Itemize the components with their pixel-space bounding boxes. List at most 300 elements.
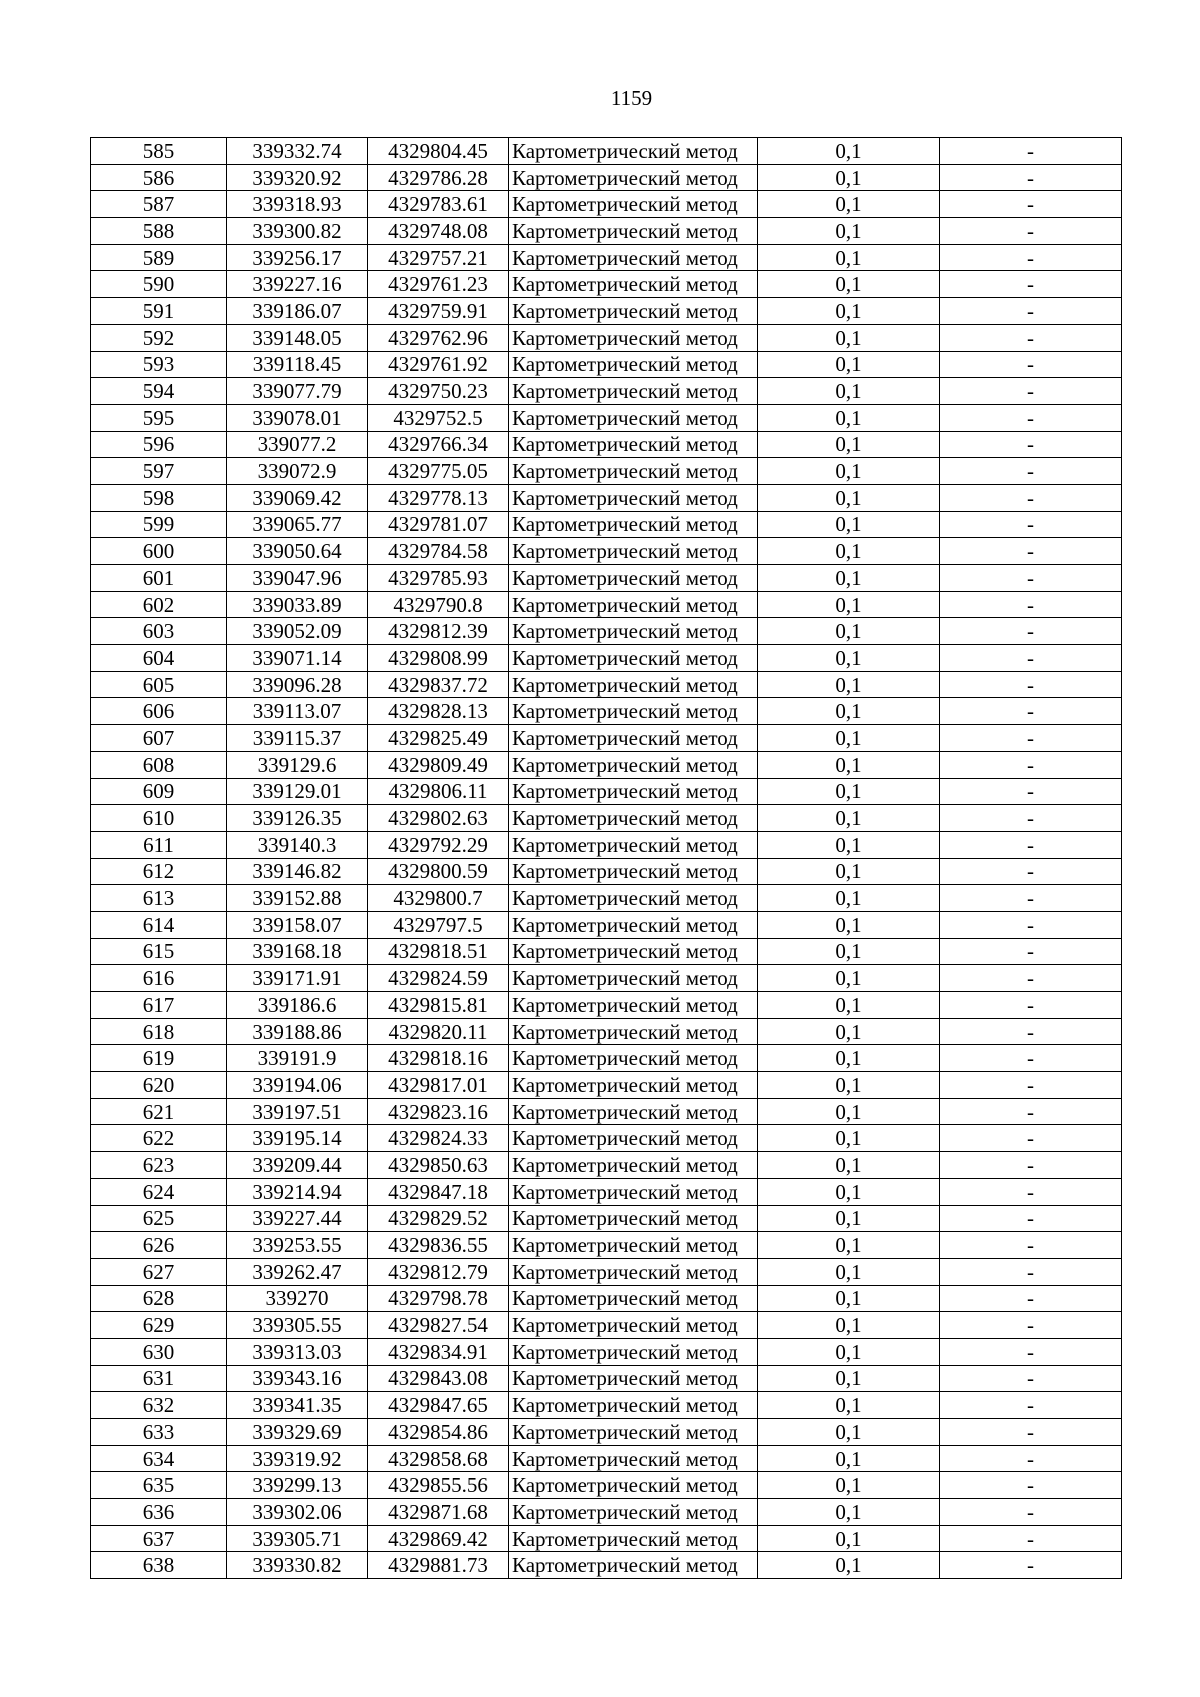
table-row: [91, 965, 1122, 992]
y-coordinate-cell: 4329858.68: [368, 1445, 509, 1472]
method-cell: Картометрический метод: [509, 431, 758, 458]
accuracy-cell: 0,1: [758, 244, 940, 271]
accuracy-cell: 0,1: [758, 1098, 940, 1125]
note-cell: -: [940, 698, 1122, 725]
y-coordinate-cell: 4329809.49: [368, 751, 509, 778]
method-cell: Картометрический метод: [509, 1499, 758, 1526]
x-coordinate-cell: 339209.44: [227, 1152, 368, 1179]
point-number-cell: 628: [91, 1285, 227, 1312]
y-coordinate-cell: 4329827.54: [368, 1312, 509, 1339]
point-number-cell: 607: [91, 725, 227, 752]
note-cell: -: [940, 858, 1122, 885]
table-row: [91, 324, 1122, 351]
x-coordinate-cell: 339188.86: [227, 1018, 368, 1045]
note-cell: -: [940, 271, 1122, 298]
method-cell: Картометрический метод: [509, 1205, 758, 1232]
method-cell: Картометрический метод: [509, 618, 758, 645]
table-row: [91, 244, 1122, 271]
x-coordinate-cell: 339113.07: [227, 698, 368, 725]
x-coordinate-cell: 339148.05: [227, 324, 368, 351]
point-number-cell: 610: [91, 805, 227, 832]
point-number-cell: 615: [91, 938, 227, 965]
accuracy-cell: 0,1: [758, 965, 940, 992]
point-number-cell: 611: [91, 831, 227, 858]
note-cell: -: [940, 324, 1122, 351]
x-coordinate-cell: 339313.03: [227, 1338, 368, 1365]
y-coordinate-cell: 4329871.68: [368, 1499, 509, 1526]
point-number-cell: 631: [91, 1365, 227, 1392]
accuracy-cell: 0,1: [758, 698, 940, 725]
method-cell: Картометрический метод: [509, 1258, 758, 1285]
method-cell: Картометрический метод: [509, 1125, 758, 1152]
table-row: [91, 725, 1122, 752]
accuracy-cell: 0,1: [758, 404, 940, 431]
point-number-cell: 634: [91, 1445, 227, 1472]
y-coordinate-cell: 4329806.11: [368, 778, 509, 805]
x-coordinate-cell: 339300.82: [227, 218, 368, 245]
table-row: [91, 298, 1122, 325]
y-coordinate-cell: 4329818.51: [368, 938, 509, 965]
point-number-cell: 618: [91, 1018, 227, 1045]
x-coordinate-cell: 339319.92: [227, 1445, 368, 1472]
table-row: [91, 1445, 1122, 1472]
y-coordinate-cell: 4329817.01: [368, 1072, 509, 1099]
x-coordinate-cell: 339072.9: [227, 458, 368, 485]
accuracy-cell: 0,1: [758, 1125, 940, 1152]
accuracy-cell: 0,1: [758, 164, 940, 191]
point-number-cell: 605: [91, 671, 227, 698]
table-row: [91, 1312, 1122, 1339]
method-cell: Картометрический метод: [509, 725, 758, 752]
point-number-cell: 596: [91, 431, 227, 458]
x-coordinate-cell: 339299.13: [227, 1472, 368, 1499]
method-cell: Картометрический метод: [509, 911, 758, 938]
note-cell: -: [940, 885, 1122, 912]
x-coordinate-cell: 339152.88: [227, 885, 368, 912]
y-coordinate-cell: 4329837.72: [368, 671, 509, 698]
accuracy-cell: 0,1: [758, 911, 940, 938]
y-coordinate-cell: 4329834.91: [368, 1338, 509, 1365]
accuracy-cell: 0,1: [758, 324, 940, 351]
note-cell: -: [940, 1205, 1122, 1232]
note-cell: -: [940, 1232, 1122, 1259]
method-cell: Картометрический метод: [509, 351, 758, 378]
accuracy-cell: 0,1: [758, 885, 940, 912]
x-coordinate-cell: 339305.55: [227, 1312, 368, 1339]
table-row: [91, 671, 1122, 698]
method-cell: Картометрический метод: [509, 965, 758, 992]
accuracy-cell: 0,1: [758, 671, 940, 698]
point-number-cell: 633: [91, 1419, 227, 1446]
table-row: [91, 938, 1122, 965]
y-coordinate-cell: 4329759.91: [368, 298, 509, 325]
accuracy-cell: 0,1: [758, 645, 940, 672]
note-cell: -: [940, 191, 1122, 218]
accuracy-cell: 0,1: [758, 618, 940, 645]
point-number-cell: 586: [91, 164, 227, 191]
table-row: [91, 751, 1122, 778]
accuracy-cell: 0,1: [758, 1419, 940, 1446]
table-row: [91, 511, 1122, 538]
note-cell: -: [940, 404, 1122, 431]
x-coordinate-cell: 339332.74: [227, 138, 368, 165]
y-coordinate-cell: 4329761.92: [368, 351, 509, 378]
accuracy-cell: 0,1: [758, 1018, 940, 1045]
point-number-cell: 635: [91, 1472, 227, 1499]
point-number-cell: 620: [91, 1072, 227, 1099]
note-cell: -: [940, 1285, 1122, 1312]
accuracy-cell: 0,1: [758, 1072, 940, 1099]
accuracy-cell: 0,1: [758, 1152, 940, 1179]
accuracy-cell: 0,1: [758, 378, 940, 405]
table-row: [91, 484, 1122, 511]
table-row: [91, 645, 1122, 672]
table-row: [91, 618, 1122, 645]
x-coordinate-cell: 339078.01: [227, 404, 368, 431]
x-coordinate-cell: 339171.91: [227, 965, 368, 992]
note-cell: -: [940, 591, 1122, 618]
x-coordinate-cell: 339270: [227, 1285, 368, 1312]
accuracy-cell: 0,1: [758, 484, 940, 511]
point-number-cell: 624: [91, 1178, 227, 1205]
y-coordinate-cell: 4329766.34: [368, 431, 509, 458]
x-coordinate-cell: 339256.17: [227, 244, 368, 271]
note-cell: -: [940, 805, 1122, 832]
table-row: [91, 538, 1122, 565]
x-coordinate-cell: 339077.79: [227, 378, 368, 405]
table-row: [91, 1098, 1122, 1125]
x-coordinate-cell: 339262.47: [227, 1258, 368, 1285]
method-cell: Картометрический метод: [509, 484, 758, 511]
point-number-cell: 621: [91, 1098, 227, 1125]
method-cell: Картометрический метод: [509, 1365, 758, 1392]
y-coordinate-cell: 4329825.49: [368, 725, 509, 752]
point-number-cell: 602: [91, 591, 227, 618]
table-row: [91, 1365, 1122, 1392]
table-row: [91, 458, 1122, 485]
point-number-cell: 614: [91, 911, 227, 938]
note-cell: -: [940, 1178, 1122, 1205]
method-cell: Картометрический метод: [509, 324, 758, 351]
method-cell: Картометрический метод: [509, 1072, 758, 1099]
point-number-cell: 612: [91, 858, 227, 885]
note-cell: -: [940, 484, 1122, 511]
table-row: [91, 138, 1122, 165]
point-number-cell: 619: [91, 1045, 227, 1072]
note-cell: -: [940, 1072, 1122, 1099]
note-cell: -: [940, 138, 1122, 165]
method-cell: Картометрический метод: [509, 778, 758, 805]
accuracy-cell: 0,1: [758, 1338, 940, 1365]
accuracy-cell: 0,1: [758, 1445, 940, 1472]
y-coordinate-cell: 4329869.42: [368, 1525, 509, 1552]
point-number-cell: 613: [91, 885, 227, 912]
point-number-cell: 608: [91, 751, 227, 778]
method-cell: Картометрический метод: [509, 831, 758, 858]
method-cell: Картометрический метод: [509, 458, 758, 485]
table-row: [91, 885, 1122, 912]
x-coordinate-cell: 339214.94: [227, 1178, 368, 1205]
accuracy-cell: 0,1: [758, 538, 940, 565]
x-coordinate-cell: 339227.44: [227, 1205, 368, 1232]
x-coordinate-cell: 339146.82: [227, 858, 368, 885]
note-cell: -: [940, 1525, 1122, 1552]
note-cell: -: [940, 1392, 1122, 1419]
method-cell: Картометрический метод: [509, 1472, 758, 1499]
x-coordinate-cell: 339140.3: [227, 831, 368, 858]
method-cell: Картометрический метод: [509, 698, 758, 725]
method-cell: Картометрический метод: [509, 565, 758, 592]
x-coordinate-cell: 339158.07: [227, 911, 368, 938]
note-cell: -: [940, 538, 1122, 565]
accuracy-cell: 0,1: [758, 1552, 940, 1579]
note-cell: -: [940, 725, 1122, 752]
y-coordinate-cell: 4329752.5: [368, 404, 509, 431]
note-cell: -: [940, 1125, 1122, 1152]
note-cell: -: [940, 938, 1122, 965]
table-row: [91, 1552, 1122, 1579]
note-cell: -: [940, 992, 1122, 1019]
point-number-cell: 592: [91, 324, 227, 351]
y-coordinate-cell: 4329797.5: [368, 911, 509, 938]
x-coordinate-cell: 339047.96: [227, 565, 368, 592]
x-coordinate-cell: 339129.01: [227, 778, 368, 805]
point-number-cell: 636: [91, 1499, 227, 1526]
table-row: [91, 858, 1122, 885]
method-cell: Картометрический метод: [509, 271, 758, 298]
accuracy-cell: 0,1: [758, 938, 940, 965]
accuracy-cell: 0,1: [758, 138, 940, 165]
method-cell: Картометрический метод: [509, 1018, 758, 1045]
y-coordinate-cell: 4329815.81: [368, 992, 509, 1019]
method-cell: Картометрический метод: [509, 1525, 758, 1552]
accuracy-cell: 0,1: [758, 271, 940, 298]
point-number-cell: 630: [91, 1338, 227, 1365]
y-coordinate-cell: 4329812.79: [368, 1258, 509, 1285]
point-number-cell: 590: [91, 271, 227, 298]
x-coordinate-cell: 339096.28: [227, 671, 368, 698]
table-row: [91, 1125, 1122, 1152]
x-coordinate-cell: 339129.6: [227, 751, 368, 778]
y-coordinate-cell: 4329808.99: [368, 645, 509, 672]
table-row: [91, 831, 1122, 858]
point-number-cell: 601: [91, 565, 227, 592]
point-number-cell: 600: [91, 538, 227, 565]
point-number-cell: 616: [91, 965, 227, 992]
x-coordinate-cell: 339329.69: [227, 1419, 368, 1446]
point-number-cell: 603: [91, 618, 227, 645]
y-coordinate-cell: 4329843.08: [368, 1365, 509, 1392]
accuracy-cell: 0,1: [758, 751, 940, 778]
point-number-cell: 591: [91, 298, 227, 325]
note-cell: -: [940, 431, 1122, 458]
note-cell: -: [940, 831, 1122, 858]
method-cell: Картометрический метод: [509, 298, 758, 325]
method-cell: Картометрический метод: [509, 645, 758, 672]
method-cell: Картометрический метод: [509, 992, 758, 1019]
point-number-cell: 597: [91, 458, 227, 485]
table-row: [91, 218, 1122, 245]
note-cell: -: [940, 298, 1122, 325]
x-coordinate-cell: 339318.93: [227, 191, 368, 218]
x-coordinate-cell: 339115.37: [227, 725, 368, 752]
note-cell: -: [940, 565, 1122, 592]
table-row: [91, 698, 1122, 725]
table-row: [91, 1152, 1122, 1179]
accuracy-cell: 0,1: [758, 992, 940, 1019]
point-number-cell: 593: [91, 351, 227, 378]
method-cell: Картометрический метод: [509, 1552, 758, 1579]
table-row: [91, 805, 1122, 832]
note-cell: -: [940, 164, 1122, 191]
accuracy-cell: 0,1: [758, 1312, 940, 1339]
note-cell: -: [940, 671, 1122, 698]
point-number-cell: 632: [91, 1392, 227, 1419]
table-row: [91, 778, 1122, 805]
note-cell: -: [940, 618, 1122, 645]
table-row: [91, 911, 1122, 938]
note-cell: -: [940, 511, 1122, 538]
table-row: [91, 1018, 1122, 1045]
accuracy-cell: 0,1: [758, 1525, 940, 1552]
method-cell: Картометрический метод: [509, 751, 758, 778]
x-coordinate-cell: 339341.35: [227, 1392, 368, 1419]
x-coordinate-cell: 339186.6: [227, 992, 368, 1019]
accuracy-cell: 0,1: [758, 591, 940, 618]
accuracy-cell: 0,1: [758, 458, 940, 485]
method-cell: Картометрический метод: [509, 1445, 758, 1472]
note-cell: -: [940, 645, 1122, 672]
note-cell: -: [940, 351, 1122, 378]
note-cell: -: [940, 1472, 1122, 1499]
y-coordinate-cell: 4329781.07: [368, 511, 509, 538]
accuracy-cell: 0,1: [758, 1392, 940, 1419]
y-coordinate-cell: 4329847.18: [368, 1178, 509, 1205]
point-number-cell: 623: [91, 1152, 227, 1179]
accuracy-cell: 0,1: [758, 858, 940, 885]
point-number-cell: 585: [91, 138, 227, 165]
x-coordinate-cell: 339320.92: [227, 164, 368, 191]
x-coordinate-cell: 339126.35: [227, 805, 368, 832]
table-row: [91, 431, 1122, 458]
y-coordinate-cell: 4329748.08: [368, 218, 509, 245]
x-coordinate-cell: 339071.14: [227, 645, 368, 672]
y-coordinate-cell: 4329823.16: [368, 1098, 509, 1125]
coordinates-table: [90, 137, 1122, 1579]
method-cell: Картометрический метод: [509, 218, 758, 245]
accuracy-cell: 0,1: [758, 805, 940, 832]
x-coordinate-cell: 339302.06: [227, 1499, 368, 1526]
y-coordinate-cell: 4329792.29: [368, 831, 509, 858]
y-coordinate-cell: 4329847.65: [368, 1392, 509, 1419]
note-cell: -: [940, 1018, 1122, 1045]
accuracy-cell: 0,1: [758, 1472, 940, 1499]
table-row: [91, 1499, 1122, 1526]
table-row: [91, 1392, 1122, 1419]
x-coordinate-cell: 339077.2: [227, 431, 368, 458]
y-coordinate-cell: 4329761.23: [368, 271, 509, 298]
x-coordinate-cell: 339305.71: [227, 1525, 368, 1552]
y-coordinate-cell: 4329804.45: [368, 138, 509, 165]
x-coordinate-cell: 339186.07: [227, 298, 368, 325]
method-cell: Картометрический метод: [509, 404, 758, 431]
y-coordinate-cell: 4329750.23: [368, 378, 509, 405]
method-cell: Картометрический метод: [509, 1312, 758, 1339]
note-cell: -: [940, 1098, 1122, 1125]
table-row: [91, 378, 1122, 405]
note-cell: -: [940, 778, 1122, 805]
accuracy-cell: 0,1: [758, 431, 940, 458]
y-coordinate-cell: 4329850.63: [368, 1152, 509, 1179]
y-coordinate-cell: 4329783.61: [368, 191, 509, 218]
note-cell: -: [940, 458, 1122, 485]
x-coordinate-cell: 339330.82: [227, 1552, 368, 1579]
accuracy-cell: 0,1: [758, 725, 940, 752]
accuracy-cell: 0,1: [758, 831, 940, 858]
accuracy-cell: 0,1: [758, 1258, 940, 1285]
y-coordinate-cell: 4329824.59: [368, 965, 509, 992]
method-cell: Картометрический метод: [509, 138, 758, 165]
y-coordinate-cell: 4329762.96: [368, 324, 509, 351]
y-coordinate-cell: 4329836.55: [368, 1232, 509, 1259]
table-row: [91, 351, 1122, 378]
accuracy-cell: 0,1: [758, 511, 940, 538]
x-coordinate-cell: 339050.64: [227, 538, 368, 565]
accuracy-cell: 0,1: [758, 1232, 940, 1259]
method-cell: Картометрический метод: [509, 1178, 758, 1205]
note-cell: -: [940, 751, 1122, 778]
point-number-cell: 598: [91, 484, 227, 511]
x-coordinate-cell: 339197.51: [227, 1098, 368, 1125]
table-row: [91, 591, 1122, 618]
y-coordinate-cell: 4329800.7: [368, 885, 509, 912]
point-number-cell: 638: [91, 1552, 227, 1579]
accuracy-cell: 0,1: [758, 218, 940, 245]
method-cell: Картометрический метод: [509, 244, 758, 271]
y-coordinate-cell: 4329818.16: [368, 1045, 509, 1072]
x-coordinate-cell: 339052.09: [227, 618, 368, 645]
accuracy-cell: 0,1: [758, 191, 940, 218]
method-cell: Картометрический метод: [509, 1392, 758, 1419]
method-cell: Картометрический метод: [509, 1419, 758, 1446]
x-coordinate-cell: 339195.14: [227, 1125, 368, 1152]
y-coordinate-cell: 4329812.39: [368, 618, 509, 645]
method-cell: Картометрический метод: [509, 511, 758, 538]
y-coordinate-cell: 4329778.13: [368, 484, 509, 511]
point-number-cell: 589: [91, 244, 227, 271]
y-coordinate-cell: 4329798.78: [368, 1285, 509, 1312]
table-row: [91, 1472, 1122, 1499]
note-cell: -: [940, 1499, 1122, 1526]
method-cell: Картометрический метод: [509, 1338, 758, 1365]
table-row: [91, 191, 1122, 218]
point-number-cell: 626: [91, 1232, 227, 1259]
y-coordinate-cell: 4329854.86: [368, 1419, 509, 1446]
note-cell: -: [940, 965, 1122, 992]
x-coordinate-cell: 339069.42: [227, 484, 368, 511]
x-coordinate-cell: 339065.77: [227, 511, 368, 538]
note-cell: -: [940, 1365, 1122, 1392]
method-cell: Картометрический метод: [509, 1045, 758, 1072]
note-cell: -: [940, 1152, 1122, 1179]
method-cell: Картометрический метод: [509, 1285, 758, 1312]
y-coordinate-cell: 4329829.52: [368, 1205, 509, 1232]
accuracy-cell: 0,1: [758, 1285, 940, 1312]
method-cell: Картометрический метод: [509, 805, 758, 832]
table-row: [91, 1178, 1122, 1205]
method-cell: Картометрический метод: [509, 591, 758, 618]
point-number-cell: 622: [91, 1125, 227, 1152]
